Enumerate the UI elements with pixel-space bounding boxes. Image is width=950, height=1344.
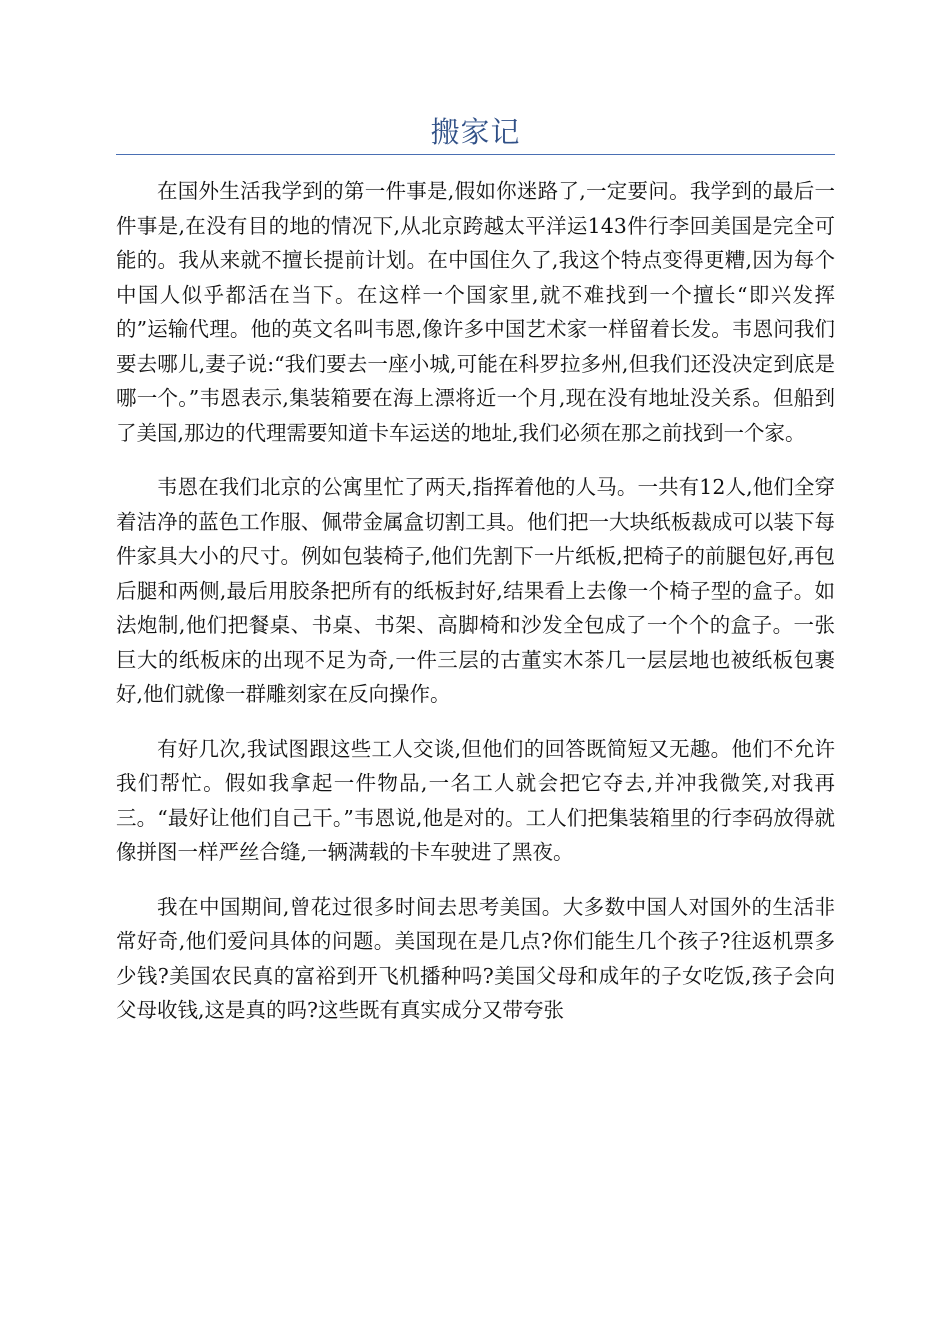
title-underline <box>116 154 835 155</box>
paragraph-1: 在国外生活我学到的第一件事是,假如你迷路了,一定要问。我学到的最后一件事是,在没有目的地的情况下,从北京跨越太平洋运143件行李回美国是完全可能的。我从来就不擅长提前计划。在中国住久了,我这个特点变得更糟,因为每个中国人似乎都活在当下。在这样一个国家里,就不难找到一个擅长“即兴发挥的”运输代理。他的英文名叫韦恩,像许多中国艺术家一样留着长发。韦恩问我们要去哪儿,妻子说:“我们要去一座小城,可能在科罗拉多州,但我们还没决定到底是哪一个。”韦恩表示,集装箱要在海上漂将近一个月,现在没有地址没关系。但船到了美国,那边的代理需要知道卡车运送的地址,我们必须在那之前找到一个家。 <box>116 179 835 445</box>
document-body <box>116 174 835 1048</box>
page-title: 搬家记 <box>430 115 521 149</box>
paragraph-3: 有好几次,我试图跟这些工人交谈,但他们的回答既简短又无趣。他们不允许我们帮忙。假如我拿起一件物品,一名工人就会把它夺去,并冲我微笑,对我再三。“最好让他们自己干。”韦恩说,他是对的。工人们把集装箱里的行李码放得就像拼图一样严丝合缝,一辆满载的卡车驶进了黑夜。 <box>116 736 835 864</box>
paragraph-2: 韦恩在我们北京的公寓里忙了两天,指挥着他的人马。一共有12人,他们全穿着洁净的蓝色工作服、佩带金属盒切割工具。他们把一大块纸板裁成可以装下每件家具大小的尺寸。例如包装椅子,他们先割下一片纸板,把椅子的前腿包好,再包后腿和两侧,最后用胶条把所有的纸板封好,结果看上去像一个椅子型的盒子。如法炮制,他们把餐桌、书桌、书架、高脚椅和沙发全包成了一个个的盒子。一张巨大的纸板床的出现不足为奇,一件三层的古董实木茶几一层层地也被纸板包裹好,他们就像一群雕刻家在反向操作。 <box>116 475 835 706</box>
paragraph-4: 我在中国期间,曾花过很多时间去思考美国。大多数中国人对国外的生活非常好奇,他们爱问具体的问题。美国现在是几点?你们能生几个孩子?往返机票多少钱?美国农民真的富裕到开飞机播种吗?美国父母和成年的子女吃饭,孩子会向父母收钱,这是真的吗?这些既有真实成分又带夸张 <box>116 894 835 1022</box>
